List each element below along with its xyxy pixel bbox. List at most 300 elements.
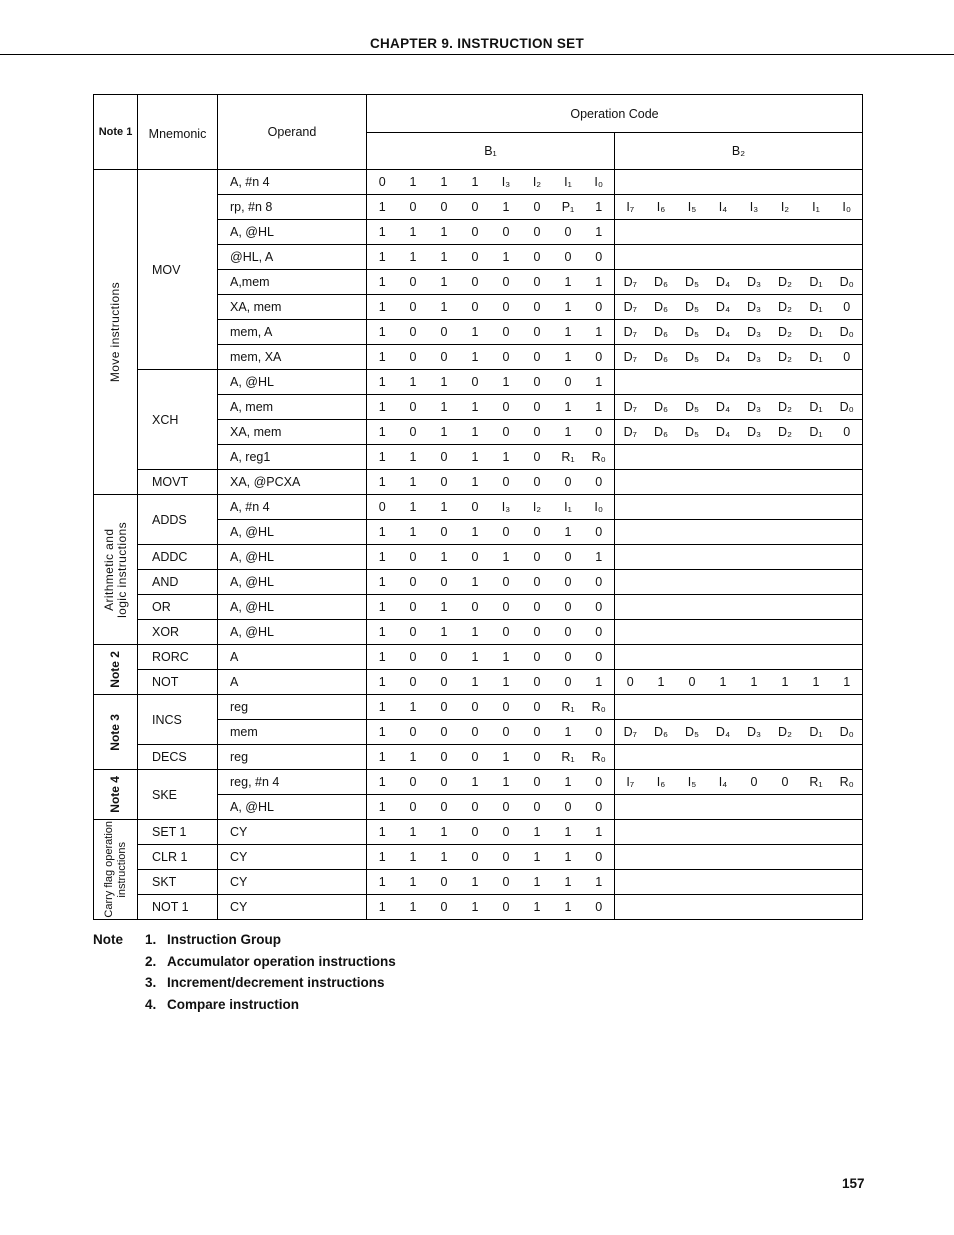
b2-bit-cell: 1 xyxy=(801,670,832,695)
b1-bit-cell: 1 xyxy=(553,395,584,420)
instruction-table xyxy=(93,94,863,920)
b1-bit-cell: 0 xyxy=(522,345,553,370)
b1-bit-cell: 0 xyxy=(522,770,553,795)
b1-bit-cell: 1 xyxy=(491,245,522,270)
b2-bit-cell: D₄ xyxy=(708,345,739,370)
b1-bit-cell: 1 xyxy=(367,820,398,845)
table-row xyxy=(94,495,863,520)
b1-bit-cell: R₁ xyxy=(553,695,584,720)
b1-bit-cell: 1 xyxy=(460,470,491,495)
b1-bit-cell: 1 xyxy=(429,820,460,845)
b2-bit-cell: D₄ xyxy=(708,720,739,745)
b1-bit-cell: 1 xyxy=(429,495,460,520)
b1-bit-cell: 1 xyxy=(584,370,615,395)
b1-bit-cell: 1 xyxy=(460,170,491,195)
b1-bit-cell: R₁ xyxy=(553,745,584,770)
b1-bit-cell: 0 xyxy=(584,645,615,670)
operand-header: Operand xyxy=(218,95,367,170)
b1-bit-cell: I₁ xyxy=(553,170,584,195)
b2-bit-cell: I₃ xyxy=(739,195,770,220)
b2-bit-cell: I₆ xyxy=(646,195,677,220)
b1-bit-cell: 1 xyxy=(367,670,398,695)
b1-bit-cell: 1 xyxy=(460,645,491,670)
mnemonic-cell: NOT xyxy=(138,670,218,695)
mnemonic-cell: SKT xyxy=(138,870,218,895)
b2-bit-cell: D₀ xyxy=(832,320,863,345)
b1-bit-cell: 1 xyxy=(553,295,584,320)
b1-bit-cell: 1 xyxy=(553,320,584,345)
b1-bit-cell: 0 xyxy=(491,695,522,720)
b2-bit-cell: D₅ xyxy=(677,720,708,745)
b1-bit-cell: 0 xyxy=(522,195,553,220)
b2-bit-cell: I₅ xyxy=(677,195,708,220)
b1-bit-cell: 1 xyxy=(491,645,522,670)
table-row xyxy=(94,370,863,395)
b1-bit-cell: 0 xyxy=(584,620,615,645)
b2-bit-cell: I₀ xyxy=(832,195,863,220)
b1-bit-cell: 1 xyxy=(429,545,460,570)
b1-bit-cell: 1 xyxy=(398,845,429,870)
operand-cell: XA, @PCXA xyxy=(218,470,367,495)
table-row xyxy=(94,695,863,720)
b2-bit-cell: D₀ xyxy=(832,270,863,295)
group-label-cell xyxy=(94,770,138,820)
b1-bit-cell: 1 xyxy=(460,870,491,895)
operand-cell: CY xyxy=(218,895,367,920)
b2-bit-cell: D₅ xyxy=(677,420,708,445)
b1-bit-cell: 0 xyxy=(398,645,429,670)
operand-cell: A, #n 4 xyxy=(218,495,367,520)
b1-bit-cell: 0 xyxy=(522,620,553,645)
b1-bit-cell: 1 xyxy=(584,270,615,295)
b1-bit-cell: 1 xyxy=(584,195,615,220)
b2-empty-cell xyxy=(615,620,863,645)
note-number: 3. xyxy=(145,975,157,990)
b1-bit-cell: 1 xyxy=(398,170,429,195)
b1-bit-cell: 0 xyxy=(460,220,491,245)
b1-bit-cell: 0 xyxy=(429,720,460,745)
b1-bit-cell: 1 xyxy=(460,670,491,695)
b2-bit-cell: 1 xyxy=(708,670,739,695)
note-item xyxy=(145,975,385,990)
b2-bit-cell: D₆ xyxy=(646,395,677,420)
b1-bit-cell: 1 xyxy=(367,420,398,445)
b1-bit-cell: 1 xyxy=(491,670,522,695)
b1-bit-cell: 0 xyxy=(522,295,553,320)
mnemonic-cell: XOR xyxy=(138,620,218,645)
b2-bit-cell: D₁ xyxy=(801,720,832,745)
note-number: 4. xyxy=(145,996,157,1012)
b1-bit-cell: 1 xyxy=(429,170,460,195)
mnemonic-cell: SET 1 xyxy=(138,820,218,845)
b2-bit-cell: D₂ xyxy=(770,295,801,320)
b2-bit-cell: D₆ xyxy=(646,270,677,295)
operand-cell: rp, #n 8 xyxy=(218,195,367,220)
b2-empty-cell xyxy=(615,695,863,720)
b1-bit-cell: 1 xyxy=(429,845,460,870)
b1-bit-cell: I₃ xyxy=(491,495,522,520)
b1-bit-cell: 1 xyxy=(460,345,491,370)
b1-bit-cell: 0 xyxy=(398,195,429,220)
b1-bit-cell: 0 xyxy=(553,220,584,245)
b1-bit-cell: 1 xyxy=(460,570,491,595)
b2-header: B₂ xyxy=(615,133,863,170)
b1-bit-cell: 1 xyxy=(367,895,398,920)
operand-cell: A, #n 4 xyxy=(218,170,367,195)
table-row xyxy=(94,770,863,795)
group-label-cell xyxy=(94,820,138,920)
b1-bit-cell: 0 xyxy=(522,745,553,770)
b2-empty-cell xyxy=(615,245,863,270)
b2-bit-cell: 0 xyxy=(677,670,708,695)
table-row xyxy=(94,620,863,645)
b1-bit-cell: 1 xyxy=(367,870,398,895)
b1-bit-cell: 0 xyxy=(491,845,522,870)
b1-bit-cell: 0 xyxy=(584,720,615,745)
operand-cell: A, @HL xyxy=(218,620,367,645)
b1-bit-cell: 1 xyxy=(367,545,398,570)
b1-bit-cell: 0 xyxy=(460,195,491,220)
b2-bit-cell: R₀ xyxy=(832,770,863,795)
b2-empty-cell xyxy=(615,870,863,895)
b1-bit-cell: 1 xyxy=(584,320,615,345)
b1-bit-cell: 1 xyxy=(429,370,460,395)
b1-bit-cell: 0 xyxy=(460,795,491,820)
operand-cell: XA, mem xyxy=(218,295,367,320)
b2-bit-cell: R₁ xyxy=(801,770,832,795)
b2-empty-cell xyxy=(615,845,863,870)
mnemonic-cell: OR xyxy=(138,595,218,620)
b1-bit-cell: 1 xyxy=(553,345,584,370)
b1-bit-cell: 1 xyxy=(460,620,491,645)
operand-cell: A, @HL xyxy=(218,220,367,245)
b1-bit-cell: 0 xyxy=(522,245,553,270)
b1-bit-cell: 1 xyxy=(429,620,460,645)
mnemonic-cell: AND xyxy=(138,570,218,595)
b1-bit-cell: 0 xyxy=(522,645,553,670)
b1-bit-cell: 1 xyxy=(398,520,429,545)
operand-cell: A, @HL xyxy=(218,570,367,595)
operand-cell: reg, #n 4 xyxy=(218,770,367,795)
b1-bit-cell: 1 xyxy=(491,195,522,220)
operand-cell: mem xyxy=(218,720,367,745)
b1-bit-cell: 1 xyxy=(491,545,522,570)
b1-bit-cell: 0 xyxy=(522,395,553,420)
b1-bit-cell: 0 xyxy=(584,470,615,495)
b1-bit-cell: 0 xyxy=(491,820,522,845)
operand-cell: A xyxy=(218,645,367,670)
b1-bit-cell: 1 xyxy=(398,495,429,520)
operand-cell: A,mem xyxy=(218,270,367,295)
b2-empty-cell xyxy=(615,745,863,770)
notes-label: Note xyxy=(93,932,123,947)
b1-bit-cell: 0 xyxy=(553,670,584,695)
b1-bit-cell: 0 xyxy=(398,595,429,620)
b2-bit-cell: D₃ xyxy=(739,320,770,345)
table-row xyxy=(94,870,863,895)
operand-cell: reg xyxy=(218,695,367,720)
b1-bit-cell: 0 xyxy=(491,520,522,545)
b1-bit-cell: 1 xyxy=(553,270,584,295)
b1-bit-cell: 1 xyxy=(398,470,429,495)
b2-bit-cell: I₇ xyxy=(615,770,646,795)
b1-bit-cell: 0 xyxy=(522,545,553,570)
b1-bit-cell: 1 xyxy=(491,770,522,795)
b1-bit-cell: 0 xyxy=(491,720,522,745)
b1-bit-cell: 1 xyxy=(491,745,522,770)
instruction-rows xyxy=(94,170,863,920)
b2-bit-cell: D₆ xyxy=(646,420,677,445)
b1-bit-cell: 0 xyxy=(460,720,491,745)
b2-empty-cell xyxy=(615,495,863,520)
b1-bit-cell: 1 xyxy=(460,520,491,545)
b2-bit-cell: 0 xyxy=(832,295,863,320)
b1-bit-cell: 0 xyxy=(553,470,584,495)
header-rule xyxy=(0,54,954,55)
b2-bit-cell: D₀ xyxy=(832,720,863,745)
b1-bit-cell: 1 xyxy=(460,895,491,920)
b1-bit-cell: 0 xyxy=(584,345,615,370)
b1-bit-cell: 1 xyxy=(367,745,398,770)
b1-bit-cell: 1 xyxy=(460,320,491,345)
b1-bit-cell: 0 xyxy=(553,245,584,270)
b1-bit-cell: 1 xyxy=(398,870,429,895)
mnemonic-cell: INCS xyxy=(138,695,218,745)
b2-bit-cell: D₆ xyxy=(646,345,677,370)
b2-bit-cell: D₅ xyxy=(677,270,708,295)
b2-bit-cell: D₁ xyxy=(801,420,832,445)
b1-bit-cell: 0 xyxy=(398,570,429,595)
b1-bit-cell: 0 xyxy=(491,895,522,920)
table-row xyxy=(94,645,863,670)
b2-bit-cell: D₃ xyxy=(739,420,770,445)
table-row xyxy=(94,470,863,495)
b1-bit-cell: 1 xyxy=(367,845,398,870)
b1-bit-cell: I₀ xyxy=(584,170,615,195)
mnemonic-cell: ADDC xyxy=(138,545,218,570)
b1-bit-cell: 1 xyxy=(398,895,429,920)
b1-bit-cell: 0 xyxy=(398,270,429,295)
b1-bit-cell: 0 xyxy=(429,695,460,720)
b1-bit-cell: 1 xyxy=(367,470,398,495)
b1-bit-cell: 0 xyxy=(429,870,460,895)
b1-bit-cell: 0 xyxy=(491,620,522,645)
b2-bit-cell: D₄ xyxy=(708,320,739,345)
b2-bit-cell: D₂ xyxy=(770,395,801,420)
b1-bit-cell: 0 xyxy=(398,720,429,745)
b1-bit-cell: 1 xyxy=(460,445,491,470)
b1-bit-cell: 1 xyxy=(553,895,584,920)
b1-bit-cell: 0 xyxy=(398,320,429,345)
table-row xyxy=(94,670,863,695)
note-text: Instruction Group xyxy=(167,932,281,947)
b2-bit-cell: I₅ xyxy=(677,770,708,795)
mnemonic-cell: MOVT xyxy=(138,470,218,495)
b2-empty-cell xyxy=(615,520,863,545)
b1-bit-cell: R₀ xyxy=(584,445,615,470)
b1-bit-cell: 0 xyxy=(491,345,522,370)
b1-bit-cell: 0 xyxy=(553,370,584,395)
b1-bit-cell: 1 xyxy=(367,595,398,620)
b1-bit-cell: 0 xyxy=(460,820,491,845)
b1-bit-cell: 0 xyxy=(491,395,522,420)
operand-cell: A, @HL xyxy=(218,370,367,395)
operand-cell: A, @HL xyxy=(218,595,367,620)
operand-cell: CY xyxy=(218,845,367,870)
b2-bit-cell: D₁ xyxy=(801,270,832,295)
operation-code-header: Operation Code xyxy=(367,95,863,133)
b2-bit-cell: D₅ xyxy=(677,395,708,420)
b2-empty-cell xyxy=(615,595,863,620)
b2-empty-cell xyxy=(615,545,863,570)
b1-bit-cell: 1 xyxy=(584,545,615,570)
b2-bit-cell: D₃ xyxy=(739,720,770,745)
b1-bit-cell: 1 xyxy=(491,370,522,395)
b1-bit-cell: 1 xyxy=(367,295,398,320)
b1-bit-cell: 0 xyxy=(460,370,491,395)
b1-bit-cell: 0 xyxy=(491,270,522,295)
b1-bit-cell: 1 xyxy=(367,795,398,820)
b1-bit-cell: 0 xyxy=(429,795,460,820)
b1-bit-cell: 0 xyxy=(460,245,491,270)
b1-bit-cell: 1 xyxy=(398,220,429,245)
b1-bit-cell: 1 xyxy=(553,870,584,895)
table-row xyxy=(94,745,863,770)
note-item xyxy=(145,932,281,947)
b1-bit-cell: 1 xyxy=(367,370,398,395)
b1-bit-cell: 0 xyxy=(398,395,429,420)
operand-cell: mem, XA xyxy=(218,345,367,370)
b1-bit-cell: 1 xyxy=(367,645,398,670)
b2-bit-cell: I₁ xyxy=(801,195,832,220)
b1-bit-cell: 1 xyxy=(522,845,553,870)
b1-bit-cell: 0 xyxy=(460,495,491,520)
b2-empty-cell xyxy=(615,470,863,495)
b1-bit-cell: 1 xyxy=(398,745,429,770)
b1-bit-cell: 0 xyxy=(429,345,460,370)
b1-bit-cell: 1 xyxy=(522,895,553,920)
b1-bit-cell: 0 xyxy=(429,320,460,345)
page-number: 157 xyxy=(842,1176,865,1191)
b1-bit-cell: 1 xyxy=(367,720,398,745)
b1-bit-cell: 0 xyxy=(522,520,553,545)
b1-bit-cell: 0 xyxy=(522,445,553,470)
b1-bit-cell: 1 xyxy=(398,245,429,270)
group-label: Arithmetic and logic instructions xyxy=(101,521,129,618)
b2-bit-cell: D₇ xyxy=(615,420,646,445)
b2-empty-cell xyxy=(615,795,863,820)
b1-bit-cell: I₂ xyxy=(522,495,553,520)
b1-bit-cell: 0 xyxy=(584,245,615,270)
b1-bit-cell: 1 xyxy=(522,870,553,895)
b1-bit-cell: 0 xyxy=(460,295,491,320)
b2-empty-cell xyxy=(615,445,863,470)
b2-bit-cell: D₀ xyxy=(832,395,863,420)
b1-bit-cell: 0 xyxy=(429,895,460,920)
b1-bit-cell: R₁ xyxy=(553,445,584,470)
b2-bit-cell: D₂ xyxy=(770,420,801,445)
b1-bit-cell: 0 xyxy=(429,520,460,545)
group-label-cell xyxy=(94,170,138,495)
table-row xyxy=(94,570,863,595)
b2-empty-cell xyxy=(615,570,863,595)
b1-bit-cell: 0 xyxy=(584,895,615,920)
group-label-cell xyxy=(94,495,138,645)
b2-bit-cell: D₃ xyxy=(739,270,770,295)
b1-bit-cell: 1 xyxy=(429,270,460,295)
b1-bit-cell: 0 xyxy=(522,795,553,820)
b2-bit-cell: D₁ xyxy=(801,395,832,420)
table-row xyxy=(94,820,863,845)
b2-bit-cell: D₄ xyxy=(708,270,739,295)
mnemonic-cell: RORC xyxy=(138,645,218,670)
b1-bit-cell: 1 xyxy=(553,845,584,870)
note-number: 2. xyxy=(145,953,157,969)
table-row xyxy=(94,895,863,920)
b2-bit-cell: D₂ xyxy=(770,270,801,295)
mnemonic-cell: ADDS xyxy=(138,495,218,545)
b1-bit-cell: 0 xyxy=(398,345,429,370)
b2-bit-cell: D₁ xyxy=(801,345,832,370)
b1-bit-cell: 0 xyxy=(584,295,615,320)
b2-bit-cell: D₅ xyxy=(677,345,708,370)
b2-bit-cell: D₃ xyxy=(739,395,770,420)
note-text: Compare instruction xyxy=(167,996,300,1012)
b1-bit-cell: 0 xyxy=(491,570,522,595)
table-row xyxy=(94,595,863,620)
b1-bit-cell: 0 xyxy=(398,295,429,320)
b2-bit-cell: D₆ xyxy=(646,320,677,345)
b1-bit-cell: 1 xyxy=(367,320,398,345)
note-item xyxy=(145,954,396,969)
b1-bit-cell: 0 xyxy=(584,520,615,545)
b1-bit-cell: 1 xyxy=(367,220,398,245)
b2-bit-cell: 0 xyxy=(770,770,801,795)
b1-bit-cell: 1 xyxy=(367,395,398,420)
note-item xyxy=(145,997,299,1012)
operand-cell: @HL, A xyxy=(218,245,367,270)
b1-bit-cell: 0 xyxy=(522,420,553,445)
note-number: 1. xyxy=(145,932,157,947)
b1-bit-cell: 0 xyxy=(460,545,491,570)
b2-bit-cell: 1 xyxy=(646,670,677,695)
b1-bit-cell: 1 xyxy=(429,420,460,445)
b1-bit-cell: 0 xyxy=(491,470,522,495)
b1-bit-cell: 0 xyxy=(584,420,615,445)
b1-bit-cell: 0 xyxy=(522,470,553,495)
operand-cell: A, @HL xyxy=(218,520,367,545)
chapter-title: CHAPTER 9. INSTRUCTION SET xyxy=(369,36,585,51)
b1-bit-cell: 0 xyxy=(522,595,553,620)
b1-bit-cell: 0 xyxy=(584,570,615,595)
b2-bit-cell: 0 xyxy=(832,420,863,445)
b1-bit-cell: 1 xyxy=(367,620,398,645)
b1-bit-cell: 1 xyxy=(429,595,460,620)
table-row xyxy=(94,545,863,570)
b1-bit-cell: 0 xyxy=(522,570,553,595)
b2-bit-cell: D₄ xyxy=(708,395,739,420)
b2-bit-cell: D₇ xyxy=(615,395,646,420)
b1-bit-cell: 0 xyxy=(553,595,584,620)
b2-bit-cell: D₄ xyxy=(708,420,739,445)
b2-empty-cell xyxy=(615,820,863,845)
b1-bit-cell: I₁ xyxy=(553,495,584,520)
operand-cell: CY xyxy=(218,870,367,895)
b2-bit-cell: D₃ xyxy=(739,345,770,370)
b1-bit-cell: 0 xyxy=(491,295,522,320)
operand-cell: reg xyxy=(218,745,367,770)
b1-bit-cell: 1 xyxy=(398,445,429,470)
